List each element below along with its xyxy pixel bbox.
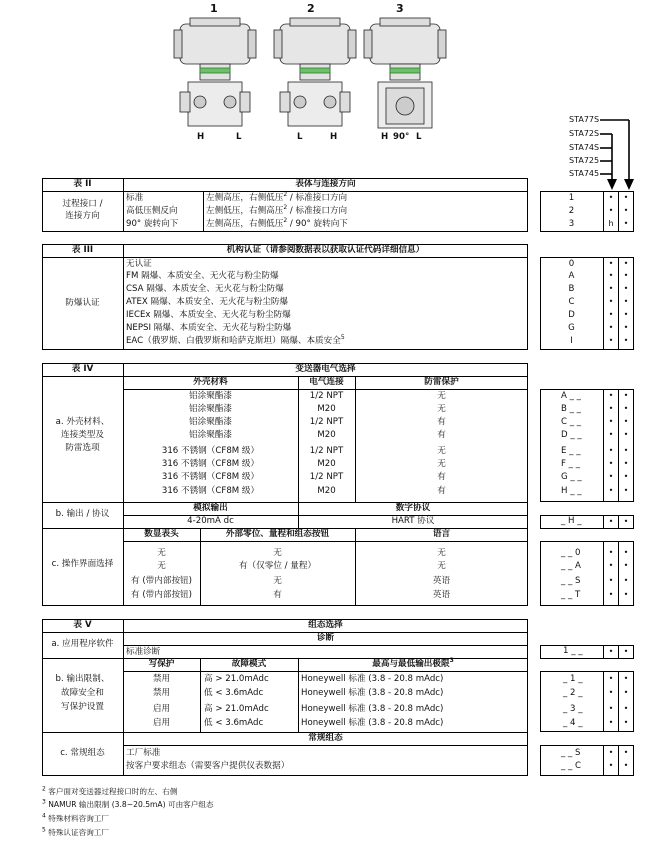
table-tag: 表 II bbox=[73, 179, 92, 189]
group-label: 过程接口 / bbox=[62, 199, 103, 209]
row-option: 高低压侧反向 bbox=[126, 206, 178, 216]
availability-mark: • bbox=[608, 336, 614, 345]
model-arrows bbox=[600, 116, 640, 192]
row-description: 左侧高压，右侧低压$^2$ / 标准接口方向 bbox=[206, 191, 348, 203]
availability-mark: • bbox=[623, 590, 629, 599]
code-value: D bbox=[568, 310, 575, 320]
cell-analog: 4-20mA dc bbox=[187, 516, 234, 526]
availability-mark: • bbox=[623, 391, 629, 400]
column-header: 防雷保护 bbox=[424, 377, 459, 387]
code-value: C bbox=[568, 297, 575, 307]
availability-mark: • bbox=[608, 430, 614, 439]
model-label: STA77S bbox=[569, 115, 600, 124]
code-value: _ _ T bbox=[561, 590, 581, 600]
table-title: 组态选择 bbox=[308, 620, 343, 630]
availability-mark: • bbox=[608, 688, 614, 697]
availability-mark: • bbox=[623, 688, 629, 697]
row-option: 90° 旋转向下 bbox=[126, 219, 179, 229]
availability-mark: • bbox=[608, 647, 614, 656]
availability-mark: • bbox=[608, 472, 614, 481]
table-row: 标准诊断 bbox=[126, 647, 161, 657]
code-value: _ _ S bbox=[561, 748, 581, 758]
availability-mark: • bbox=[608, 310, 614, 319]
table-tag: 表 IV bbox=[71, 364, 94, 374]
code-value: _ H _ bbox=[561, 516, 582, 526]
code-value: _ _ C bbox=[561, 761, 582, 771]
code-value: A _ _ bbox=[561, 391, 581, 401]
availability-mark: • bbox=[623, 206, 629, 215]
table-title: 变送器电气选择 bbox=[295, 364, 356, 374]
fig3-l-label: L bbox=[416, 132, 422, 142]
availability-mark: • bbox=[623, 336, 629, 345]
availability-mark: • bbox=[608, 704, 614, 713]
transmitter-illustrations bbox=[170, 16, 450, 142]
availability-mark: • bbox=[608, 417, 614, 426]
availability-mark: • bbox=[608, 576, 614, 585]
table-row: EAC（俄罗斯、白俄罗斯和哈萨克斯坦）隔爆、本质安全$^5$ bbox=[126, 334, 345, 346]
availability-mark: • bbox=[608, 561, 614, 570]
group-label: 连接方向 bbox=[65, 211, 100, 221]
availability-mark: • bbox=[623, 748, 629, 757]
availability-mark: • bbox=[608, 748, 614, 757]
section-label: 防雷选项 bbox=[65, 443, 100, 453]
code-value: I bbox=[570, 336, 573, 346]
column-header: 外壳材料 bbox=[193, 377, 228, 387]
table-row: FM 隔爆、本质安全、无火花与粉尘防爆 bbox=[126, 271, 279, 281]
code-value: 0 bbox=[568, 259, 575, 269]
availability-mark: • bbox=[608, 284, 614, 293]
column-header: 故障模式 bbox=[231, 659, 267, 669]
section-label: 故障安全和 bbox=[61, 688, 104, 698]
availability-mark: • bbox=[608, 517, 614, 526]
column-header: 诊断 bbox=[316, 633, 335, 643]
availability-mark: • bbox=[608, 459, 614, 468]
availability-mark: • bbox=[623, 486, 629, 495]
figure-number-1: 1 bbox=[210, 2, 218, 15]
table-row: CSA 隔爆、本质安全、无火花与粉尘防爆 bbox=[126, 284, 284, 294]
code-box bbox=[540, 645, 634, 659]
availability-mark: • bbox=[608, 404, 614, 413]
table-tag: 表 III bbox=[71, 245, 94, 255]
table-title: 机构认证（请参阅数据表以获取认证代码详细信息） bbox=[226, 245, 425, 255]
section-label: 写保护设置 bbox=[61, 702, 104, 712]
code-value: _ _ 0 bbox=[561, 548, 581, 558]
footnote: $^5$ 特殊认证咨询工厂 bbox=[42, 826, 109, 837]
availability-mark: • bbox=[623, 718, 629, 727]
table-row: NEPSI 隔爆、本质安全、无火花与粉尘防爆 bbox=[126, 323, 292, 333]
code-value: A bbox=[568, 271, 575, 281]
availability-mark: • bbox=[608, 323, 614, 332]
section-label: b. 输出限制、 bbox=[55, 674, 110, 684]
table-row: 无认证 bbox=[126, 259, 152, 269]
code-box bbox=[540, 541, 634, 606]
column-header: 语言 bbox=[432, 529, 451, 539]
transmitter-1-drawing bbox=[174, 18, 256, 126]
code-value: 2 bbox=[568, 206, 575, 216]
column-header: 最高与最低输出极限$^3$ bbox=[372, 657, 454, 669]
model-label: STA745 bbox=[569, 169, 600, 178]
availability-mark: • bbox=[608, 674, 614, 683]
section-label: 连接类型及 bbox=[61, 430, 104, 440]
availability-mark: • bbox=[623, 576, 629, 585]
availability-mark: • bbox=[608, 259, 614, 268]
column-header: 数显表头 bbox=[144, 529, 179, 539]
model-label: STA74S bbox=[569, 143, 600, 152]
availability-mark: • bbox=[623, 459, 629, 468]
row-option: 标准 bbox=[126, 193, 144, 203]
figure-number-2: 2 bbox=[307, 2, 315, 15]
availability-mark: h bbox=[608, 219, 614, 228]
code-box bbox=[540, 745, 634, 776]
availability-mark: • bbox=[623, 271, 629, 280]
table-row: 按客户要求组态（需要客户提供仪表数据） bbox=[126, 761, 290, 771]
code-value: 1 _ _ bbox=[563, 646, 583, 656]
fig3-h-label: H bbox=[381, 132, 389, 142]
column-header: 写保护 bbox=[148, 659, 175, 669]
availability-mark: • bbox=[623, 561, 629, 570]
column-header: 常规组态 bbox=[308, 733, 343, 743]
fig3-angle-label: 90° bbox=[393, 132, 410, 142]
code-value: _ 4 _ bbox=[563, 718, 583, 728]
availability-mark: • bbox=[608, 486, 614, 495]
availability-mark: • bbox=[623, 404, 629, 413]
section-label: b. 输出 / 协议 bbox=[55, 509, 110, 519]
code-value: C _ _ bbox=[561, 417, 582, 427]
row-description: 左侧低压，右侧高压$^2$ / 标准接口方向 bbox=[206, 204, 348, 216]
code-value: D _ _ bbox=[561, 430, 582, 440]
code-box bbox=[540, 671, 634, 732]
column-header: 电气连接 bbox=[309, 377, 344, 387]
table-title: 表体与连接方向 bbox=[295, 179, 356, 189]
code-value: E _ _ bbox=[561, 446, 581, 456]
availability-mark: • bbox=[623, 704, 629, 713]
section-label: a. 应用程序软件 bbox=[51, 639, 114, 649]
code-value: _ _ S bbox=[561, 576, 581, 586]
section-label: a. 外壳材料、 bbox=[55, 417, 110, 427]
code-box bbox=[540, 515, 634, 529]
availability-mark: • bbox=[623, 674, 629, 683]
availability-mark: • bbox=[623, 193, 629, 202]
availability-mark: • bbox=[623, 647, 629, 656]
table-row: ATEX 隔爆、本质安全、无火花与粉尘防爆 bbox=[126, 297, 289, 307]
model-label: STA72S bbox=[569, 129, 600, 138]
availability-mark: • bbox=[608, 718, 614, 727]
fig2-l-label: L bbox=[297, 132, 303, 142]
column-header: 数字协议 bbox=[395, 503, 431, 513]
code-value: _ 3 _ bbox=[563, 704, 583, 714]
availability-mark: • bbox=[623, 548, 629, 557]
availability-mark: • bbox=[623, 517, 629, 526]
section-label: c. 操作界面选择 bbox=[51, 559, 114, 569]
cell-digital: HART 协议 bbox=[391, 516, 435, 526]
code-value: _ 2 _ bbox=[563, 688, 583, 698]
code-value: B _ _ bbox=[561, 404, 581, 414]
model-label: STA725 bbox=[569, 156, 600, 165]
column-header: 外部零位、量程和组态按钮 bbox=[225, 529, 330, 539]
availability-mark: • bbox=[608, 391, 614, 400]
footnote: $^4$ 特殊材料咨询工厂 bbox=[42, 812, 109, 823]
fig2-h-label: H bbox=[330, 132, 338, 142]
column-header: 模拟输出 bbox=[193, 503, 228, 513]
availability-mark: • bbox=[608, 193, 614, 202]
code-value: 3 bbox=[568, 219, 575, 229]
section-label: c. 常规组态 bbox=[60, 748, 105, 758]
table-row: IECEx 隔爆、本质安全、无火花与粉尘防爆 bbox=[126, 310, 291, 320]
availability-mark: • bbox=[623, 761, 629, 770]
code-value: B bbox=[568, 284, 575, 294]
availability-mark: • bbox=[608, 548, 614, 557]
availability-mark: • bbox=[623, 446, 629, 455]
code-value: 1 bbox=[568, 193, 575, 203]
code-value: G _ _ bbox=[561, 472, 582, 482]
transmitter-3-drawing bbox=[364, 18, 446, 128]
transmitter-2-drawing bbox=[274, 18, 356, 126]
footnote: $^2$ 客户面对变送器过程接口时的左、右侧 bbox=[42, 785, 178, 796]
availability-mark: • bbox=[608, 206, 614, 215]
availability-mark: • bbox=[623, 219, 629, 228]
availability-mark: • bbox=[608, 590, 614, 599]
table-row: 工厂标准 bbox=[126, 748, 161, 758]
availability-mark: • bbox=[623, 284, 629, 293]
code-value: _ _ A bbox=[561, 561, 581, 571]
fig1-h-label: H bbox=[197, 132, 205, 142]
availability-mark: • bbox=[608, 761, 614, 770]
availability-mark: • bbox=[608, 297, 614, 306]
availability-mark: • bbox=[623, 430, 629, 439]
availability-mark: • bbox=[623, 417, 629, 426]
figure-number-3: 3 bbox=[396, 2, 404, 15]
availability-mark: • bbox=[608, 446, 614, 455]
availability-mark: • bbox=[623, 259, 629, 268]
group-label: 防爆认证 bbox=[65, 298, 100, 308]
availability-mark: • bbox=[623, 472, 629, 481]
code-value: F _ _ bbox=[561, 459, 581, 469]
table-tag: 表 V bbox=[73, 620, 92, 630]
availability-mark: • bbox=[623, 297, 629, 306]
footnote: $^3$ NAMUR 输出限制 (3.8~20.5mA) 可由客户组态 bbox=[42, 798, 214, 809]
code-value: H _ _ bbox=[561, 486, 582, 496]
code-value: _ 1 _ bbox=[563, 674, 583, 684]
availability-mark: • bbox=[608, 271, 614, 280]
availability-mark: • bbox=[623, 323, 629, 332]
fig1-l-label: L bbox=[236, 132, 242, 142]
code-box bbox=[540, 389, 634, 502]
availability-mark: • bbox=[623, 310, 629, 319]
code-value: G bbox=[568, 323, 575, 333]
row-description: 左侧高压，右侧低压$^2$ / 90° 旋转向下 bbox=[206, 217, 348, 229]
